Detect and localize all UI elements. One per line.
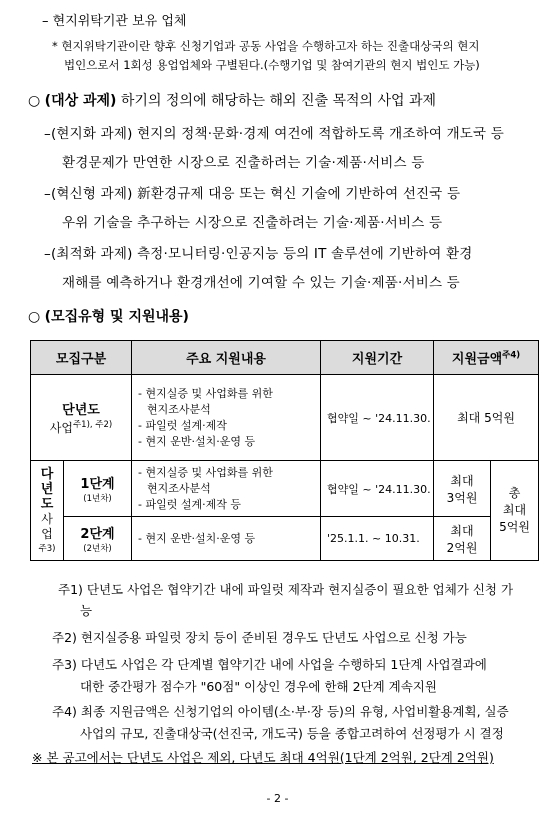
note-line-2: 법인으로서 1회성 용업업체와 구별된다.(수행기업 및 참여기관의 현지 법인도 가능)	[64, 58, 480, 72]
stage2-amount-cell	[434, 517, 491, 561]
page-number: - 2 -	[266, 792, 289, 805]
footnote-4a: 주4) 최종 지원금액은 신청기업의 아이템(소·부·장 등)의 유형, 사업비활용계획, 실증	[52, 704, 509, 719]
stage2-name: 2단계	[80, 527, 115, 542]
list-item: - 파일럿 설계·제작 등	[138, 497, 241, 511]
holding-line: – 현지위탁기관 보유 업체	[42, 14, 187, 29]
target-item-3-line-2: 재해를 예측하거나 환경개선에 기여할 수 있는 기술·제품·서비스 등	[62, 275, 460, 291]
single-period-cell: 협약일 ~ '24.11.30.	[321, 375, 434, 461]
target-section-heading	[28, 90, 436, 110]
stage2-cell	[64, 517, 132, 561]
stage2-sub: (2년차)	[83, 544, 112, 554]
footnote-1a: 주1) 단년도 사업은 협약기간 내에 파일럿 제작과 현지실증이 필요한 업체가 신청 가	[58, 582, 514, 597]
single-amount-cell: 최대 5억원	[434, 375, 539, 461]
header-amount-sup: 주4)	[502, 350, 521, 361]
recruit-section-heading	[28, 306, 189, 326]
single-name: 단년도	[62, 403, 100, 418]
bullet: ○	[28, 309, 41, 325]
stage2-amount-1: 최대	[450, 523, 474, 538]
note-line-1: * 현지위탁기관이란 향후 신청기업과 공동 사업을 수행하고자 하는 진출대상국의 현지	[52, 39, 480, 53]
single-content-cell	[132, 375, 321, 461]
footnote-4b: 사업의 규모, 진출대상국(선진국, 개도국) 등을 종합고려하여 선정평가 시 결정	[80, 726, 504, 741]
multi-char: 년	[40, 482, 54, 497]
header-amount-label: 지원금액	[451, 352, 503, 367]
footnote-2: 주2) 현지실증용 파일럿 장치 등이 준비된 경우도 단년도 사업으로 신청 가능	[52, 630, 467, 645]
footnote-1b: 능	[80, 603, 93, 618]
list-item: - 현지실증 및 사업화를 위한	[138, 386, 273, 400]
target-item-1-line-1: –(현지화 과제) 현지의 정책·문화·경제 여건에 적합하도록 개조하여 개도국 등	[44, 126, 505, 142]
multi-sup: 주3)	[38, 544, 56, 554]
target-item-1-line-2: 환경문제가 만연한 시장으로 진출하려는 기술·제품·서비스 등	[62, 155, 425, 171]
list-item: - 현지실증 및 사업화를 위한	[138, 465, 273, 479]
list-item: 현지조사분석	[147, 481, 211, 495]
table-row-stage2	[31, 517, 539, 561]
stage1-name: 1단계	[80, 477, 115, 492]
header-period: 지원기간	[321, 341, 434, 375]
bullet: ○	[28, 93, 41, 109]
list-item: - 현지 운반·설치·운영 등	[138, 434, 256, 448]
target-item-2-line-2: 우위 기술을 추구하는 시장으로 진출하려는 기술·제품·서비스 등	[62, 215, 443, 231]
header-amount	[434, 341, 539, 375]
multi-char: 업	[41, 527, 53, 541]
multi-char: 도	[40, 497, 54, 512]
single-sup: 주1), 주2)	[72, 420, 113, 430]
multi-char: 다	[40, 467, 54, 482]
stage1-amount-cell	[434, 461, 491, 517]
header-type: 모집구분	[31, 341, 132, 375]
stage1-sub: (1년차)	[83, 494, 112, 504]
footnote-3a: 주3) 다년도 사업은 각 단계별 협약기간 내에 사업을 수행하되 1단계 사업결과에	[52, 657, 487, 672]
list-item: - 파일럿 설계·제작	[138, 418, 227, 432]
stage1-amount-1: 최대	[450, 473, 474, 488]
stage2-amount-2: 2억원	[446, 540, 478, 555]
recruit-title: (모집유형 및 지원내용)	[44, 309, 189, 325]
final-note: ※ 본 공고에서는 단년도 사업은 제외, 다년도 최대 4억원(1단계 2억원, 2단계 2억원)	[32, 750, 494, 765]
footnote-3b: 대한 중간평가 점수가 "60점" 이상인 경우에 한해 2단계 계속지원	[80, 679, 437, 694]
single-name2: 사업	[49, 421, 73, 435]
target-item-2-line-1: –(혁신형 과제) 新환경규제 대응 또는 혁신 기술에 기반하여 선진국 등	[44, 186, 461, 202]
stage2-period-cell: '25.1.1. ~ 10.31.	[321, 517, 434, 561]
table-row-single	[31, 375, 539, 461]
stage1-period-cell: 협약일 ~ '24.11.30.	[321, 461, 434, 517]
list-item: 현지조사분석	[147, 402, 211, 416]
target-item-3-line-1: –(최적화 과제) 측정·모니터링·인공지능 등의 IT 솔루션에 기반하여 환경	[44, 246, 473, 262]
target-title: (대상 과제)	[44, 93, 117, 109]
header-content: 주요 지원내용	[132, 341, 321, 375]
stage2-content-cell	[132, 517, 321, 561]
target-title-rest: 하기의 정의에 해당하는 해외 진출 목적의 사업 과제	[116, 93, 437, 109]
multi-char: 사	[41, 512, 53, 526]
total-1: 총	[508, 486, 521, 500]
total-2: 최대	[502, 503, 527, 517]
multi-type-cell	[31, 461, 64, 561]
list-item: - 현지 운반·설치·운영 등	[138, 531, 256, 545]
stage1-content-cell	[132, 461, 321, 517]
support-table	[30, 340, 539, 561]
total-3: 5억원	[499, 520, 530, 534]
stage1-amount-2: 3억원	[446, 490, 478, 505]
table-header-row	[31, 341, 539, 375]
single-type-cell	[31, 375, 132, 461]
table-row-stage1	[31, 461, 539, 517]
multi-total-cell	[491, 461, 539, 561]
stage1-cell	[64, 461, 132, 517]
